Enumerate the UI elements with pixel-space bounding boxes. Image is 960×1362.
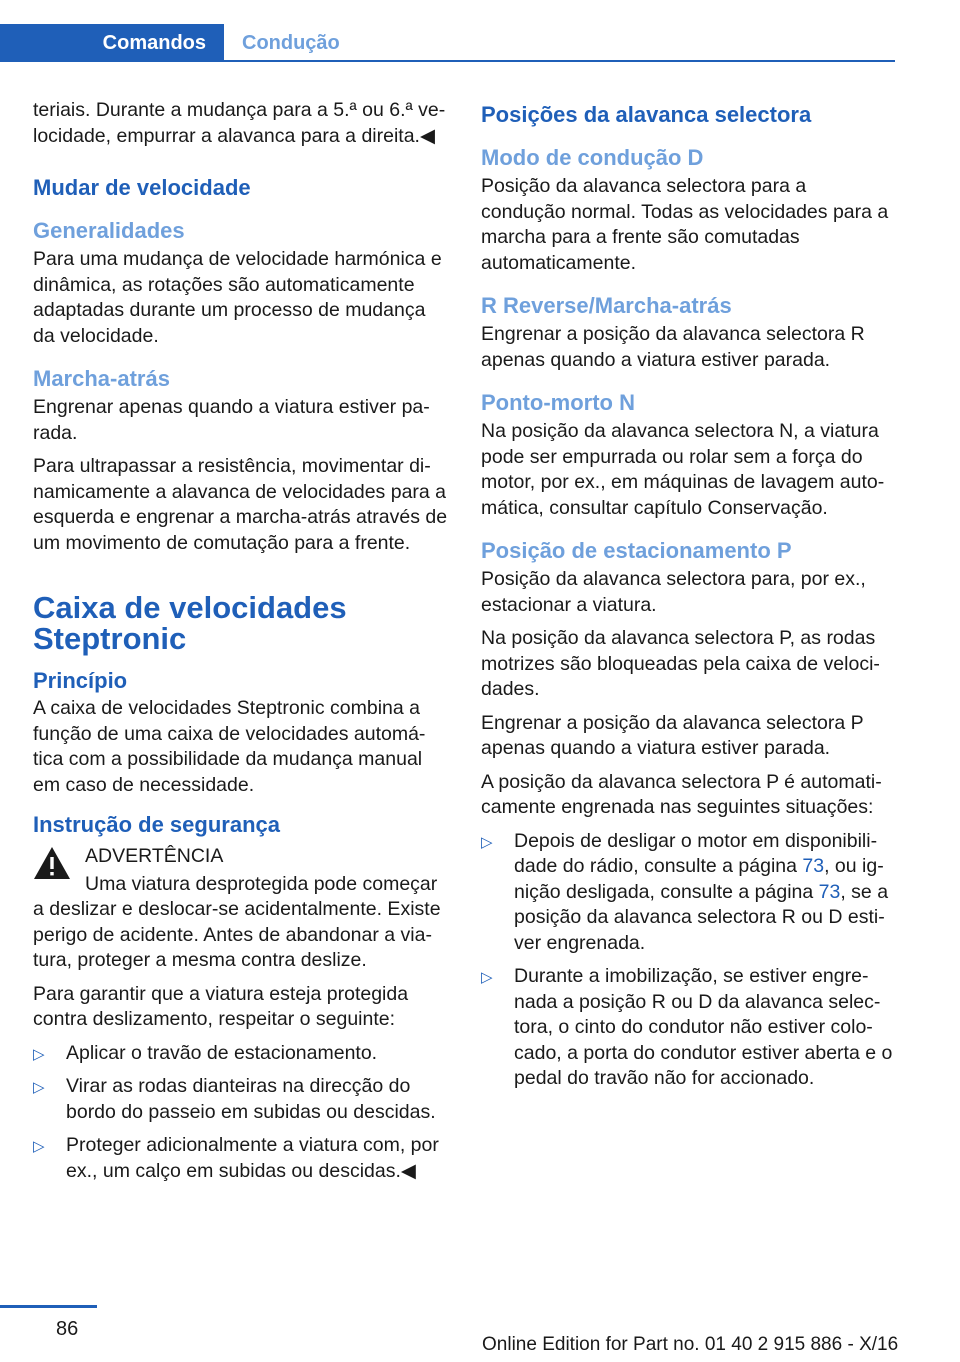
heading-principio: Princípio (33, 668, 128, 693)
ponto-morto-paragraph: Na posição da alavanca selectora N, a viatura pode ser empurrada ou rolar sem a força do motor, por ex., em máquinas de lavagem automática, consultar capítulo Conservação. (481, 420, 885, 519)
heading-marcha-atras: Marcha-atrás (33, 366, 170, 391)
section-tab-conducao[interactable]: Condução (242, 31, 340, 54)
list-item (33, 1041, 448, 1067)
garantir-paragraph: Para garantir que a viatura esteja protegida contra deslizamento, respeitar o seguinte: (33, 982, 409, 1030)
header-rule (224, 60, 895, 62)
warning-body-line-1: Uma viatura desprotegida pode começar (85, 872, 438, 895)
section-tab-comandos[interactable]: Comandos (0, 24, 224, 62)
warning-title: ADVERTÊNCIA (85, 845, 224, 867)
safety-bullet-list (33, 1041, 448, 1185)
list-item-text: Virar as rodas dianteiras na direcção do bordo do passeio em subidas ou descidas. (66, 1075, 436, 1123)
estacionamento-paragraph-4: A posição da alavanca selectora P é automaticamente engrenada nas seguintes situações: (481, 770, 882, 818)
footer-edition-text: Online Edition for Part no. 01 40 2 915 886 - X/16 (482, 1334, 899, 1355)
heading-mudar-velocidade: Mudar de velocidade (33, 175, 251, 200)
marcha-atras-paragraph-2: Para ultrapassar a resistência, movimentar dinamicamente a alavanca de velocidades para a esquerda e engrenar a marcha-atrás através de um movimento de comutação para a frente. (33, 455, 448, 554)
list-item-text: Depois de desligar o motor em disponibilidade do rádio, consulte a página (514, 829, 878, 877)
list-item-text: Aplicar o travão de estacionamento. (66, 1041, 378, 1064)
warning-triangle-icon (33, 846, 71, 880)
estacionamento-paragraph-2: Na posição da alavanca selectora P, as rodas motrizes são bloqueadas pela caixa de velocidades. (481, 627, 880, 700)
modo-d-paragraph: Posição da alavanca selectora para a condução normal. Todas as velocidades para a marcha para a frente são comutadas automaticamente. (481, 175, 889, 274)
heading-estacionamento: Posição de estacionamento P (481, 538, 792, 563)
footer-rule (0, 1305, 97, 1308)
heading-caixa-steptronic: Caixa de velocidades Steptronic (33, 590, 347, 656)
page-number: 86 (56, 1318, 79, 1340)
estacionamento-paragraph-1: Posição da alavanca selectora para, por ex., estacionar a viatura. (481, 568, 866, 616)
right-column (481, 98, 896, 1100)
situations-bullet-list (481, 829, 896, 1092)
intro-paragraph: teriais. Durante a mudança para a 5.ª ou 6.ª velocidade, empurrar a alavanca para a direita.◀ (33, 99, 446, 147)
heading-ponto-morto: Ponto-morto N (481, 390, 635, 415)
heading-posicoes-alavanca: Posições da alavanca selectora (481, 102, 812, 127)
list-item-text: Proteger adicionalmente a viatura com, por ex., um calço em subidas ou descidas.◀ (66, 1134, 439, 1182)
triangle-bullet-icon: ▷ (33, 1079, 45, 1096)
triangle-bullet-icon: ▷ (33, 1138, 45, 1155)
principio-paragraph: A caixa de velocidades Steptronic combina a função de uma caixa de velocidades automática com a possibilidade da mudança manual em caso de necessidade. (33, 697, 426, 796)
heading-generalidades: Generalidades (33, 218, 185, 243)
list-item (33, 1074, 448, 1125)
triangle-bullet-icon: ▷ (481, 969, 493, 986)
heading-instrucao-seguranca: Instrução de segurança (33, 812, 280, 837)
warning-block (33, 844, 448, 974)
warning-body-rest: a deslizar e deslocar-se acidentalmente. Existe perigo de acidente. Antes de abandonar a viatura, proteger a mesma contra deslize. (33, 898, 441, 971)
list-item-text: , ou ignição desligada, consulte a página (514, 855, 884, 903)
heading-reverse: R Reverse/Marcha-atrás (481, 293, 732, 318)
list-item-text: , se a posição da alavanca selectora R ou D estiver engrenada. (514, 880, 889, 954)
triangle-bullet-icon: ▷ (33, 1045, 45, 1063)
marcha-atras-paragraph-1: Engrenar apenas quando a viatura estiver parada. (33, 396, 430, 444)
estacionamento-paragraph-3: Engrenar a posição da alavanca selectora P apenas quando a viatura estiver parada. (481, 711, 864, 759)
triangle-bullet-icon: ▷ (481, 833, 493, 851)
list-item (481, 829, 896, 957)
left-column (33, 98, 448, 1192)
reverse-paragraph: Engrenar a posição da alavanca selectora R apenas quando a viatura estiver parada. (481, 323, 865, 371)
list-item-text: Durante a imobilização, se estiver engrenada a posição R ou D da alavanca selectora, o cinto do condutor não estiver colocado, a porta do condutor estiver aberta e o pedal do travão não for accionado. (514, 965, 893, 1089)
list-item (481, 964, 896, 1092)
page-link-73[interactable]: 73 (818, 880, 841, 903)
heading-modo-d: Modo de condução D (481, 145, 704, 170)
page-link-73[interactable]: 73 (802, 855, 825, 877)
list-item (33, 1133, 448, 1184)
page-header (0, 0, 960, 64)
generalidades-paragraph: Para uma mudança de velocidade harmónica e dinâmica, as rotações são automaticamente adaptadas durante um processo de mudança da velocidade. (33, 248, 442, 347)
